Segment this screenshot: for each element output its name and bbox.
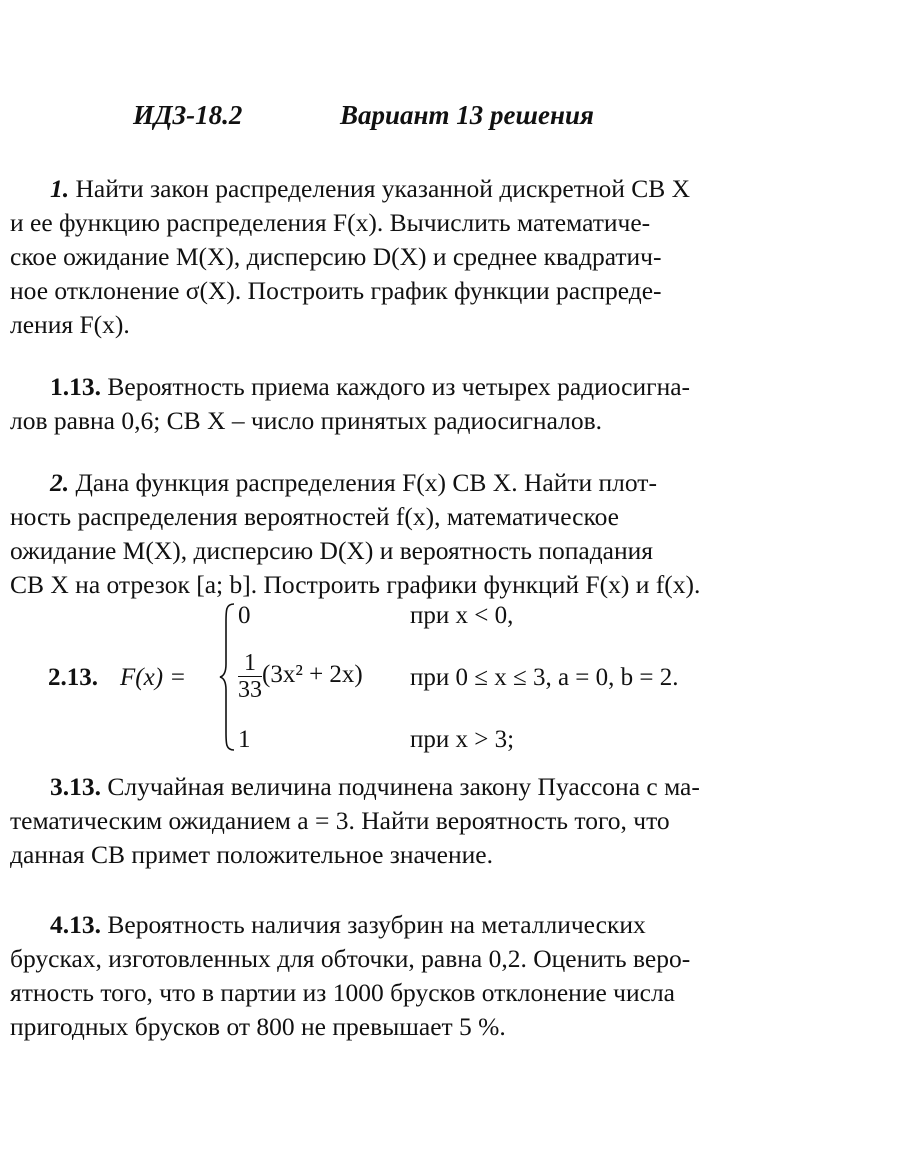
task2-line: ность распределения вероятностей f(x), математическое (10, 502, 619, 531)
doc-title: ИДЗ-18.2 (133, 100, 243, 130)
case1-expression (238, 650, 363, 703)
problem1-line: лов равна 0,6; СВ X – число принятых радиосигналов. (10, 406, 603, 435)
problem4-statement (10, 908, 820, 1044)
formula-lhs: F(x) = (120, 664, 187, 691)
header (0, 100, 910, 140)
problem3-number: 3.13. (50, 772, 101, 801)
task1-line: ное отклонение σ(X). Построить график функции распреде- (10, 276, 662, 305)
case0-value: 0 (238, 602, 251, 629)
problem2-number: 2.13. (48, 664, 98, 691)
problem4-line: Вероятность наличия зазубрин на металлических (107, 910, 646, 939)
left-brace (218, 602, 238, 752)
task2-line: ожидание M(X), дисперсию D(X) и вероятность попадания (10, 536, 654, 565)
task2-number: 2. (50, 468, 70, 497)
task1-number: 1. (50, 174, 70, 203)
problem3-line: Случайная величина подчинена закону Пуассона с ма- (107, 772, 700, 801)
fraction (238, 650, 262, 703)
fraction-numerator: 1 (238, 650, 262, 677)
case1-condition: при 0 ≤ x ≤ 3, a = 0, b = 2. (410, 664, 679, 691)
case0-condition: при x < 0, (410, 602, 514, 629)
problem1-statement (10, 370, 820, 438)
case1-polynomial: (3x² + 2x) (262, 661, 363, 689)
problem3-statement (10, 770, 820, 872)
problem3-line: данная СВ примет положительное значение. (10, 840, 493, 869)
problem3-line: тематическим ожиданием a = 3. Найти вероятность того, что (10, 806, 670, 835)
task2-line: СВ X на отрезок [a; b]. Построить графики функций F(x) и f(x). (10, 570, 701, 599)
task2-statement (10, 466, 890, 602)
problem4-line: ятность того, что в партии из 1000 брусков отклонение числа (10, 978, 676, 1007)
problem1-line: Вероятность приема каждого из четырех радиосигна- (107, 372, 691, 401)
task1-line: и ее функцию распределения F(x). Вычислить математиче- (10, 208, 651, 237)
problem1-number: 1.13. (50, 372, 101, 401)
variant-title: Вариант 13 решения (340, 100, 594, 130)
case2-value: 1 (238, 726, 251, 753)
task1-line: Найти закон распределения указанной дискретной СВ X (75, 174, 691, 203)
fraction-denominator: 33 (238, 677, 262, 703)
case2-condition: при x > 3; (410, 726, 515, 753)
problem4-line: пригодных брусков от 800 не превышает 5 %. (10, 1012, 506, 1041)
problem4-line: брусках, изготовленных для обточки, равна 0,2. Оценить веро- (10, 944, 691, 973)
problem4-number: 4.13. (50, 910, 101, 939)
task2-line: Дана функция распределения F(x) СВ X. Найти плот- (75, 468, 657, 497)
task1-statement (10, 172, 820, 342)
task1-line: ское ожидание M(X), дисперсию D(X) и среднее квадратич- (10, 242, 662, 271)
task1-line: ления F(x). (10, 310, 130, 339)
piecewise-formula (48, 600, 878, 760)
